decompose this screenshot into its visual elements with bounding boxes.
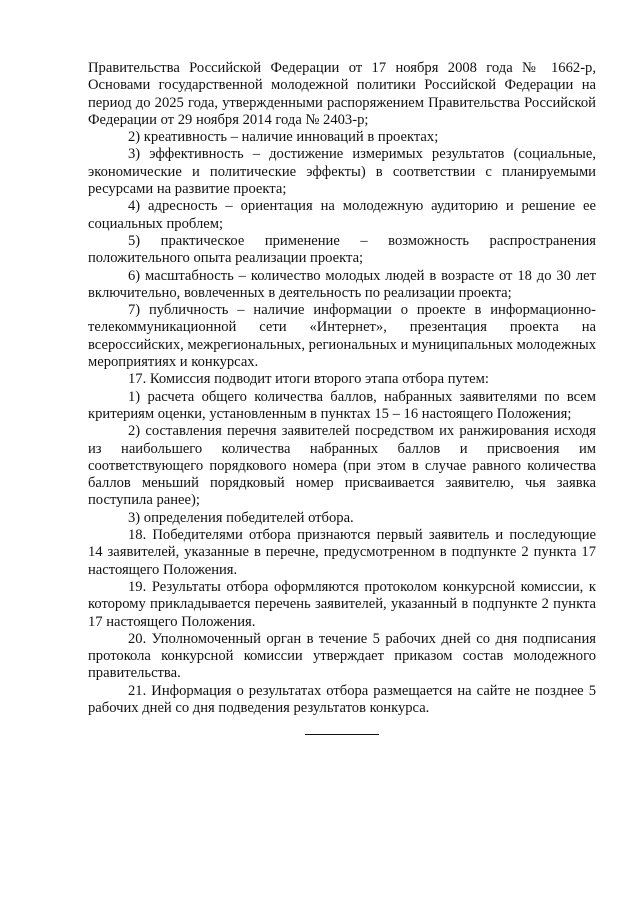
paragraph-continuation: Правительства Российской Федерации от 17 ноября 2008 года № 1662-р, Основами государственной молодежной политики Российской Федерации на период до 2025 года, утвержденными распоряжением Правительства Российской Федерации от 29 ноября 2014 года № 2403-р; <box>88 60 596 128</box>
section-18: 18. Победителями отбора признаются первый заявитель и последующие 14 заявителей, указанные в перечне, предусмотренном в подпункте 2 пункта 17 настоящего Положения. <box>88 527 596 578</box>
criterion-creativity: 2) креативность – наличие инноваций в проектах; <box>128 129 439 146</box>
section-17-item-1: 1) расчета общего количества баллов, набранных заявителями по всем критериям оценки, установленным в пунктах 15 – 16 настоящего Положения; <box>88 388 596 422</box>
section-19: 19. Результаты отбора оформляются протоколом конкурсной комиссии, к которому прикладывается перечень заявителей, указанный в подпункте 2 пункта 17 настоящего Положения. <box>88 578 596 630</box>
closing-divider-line <box>305 734 379 735</box>
criterion-efficiency: 3) эффективность – достижение измеримых результатов (социальные, экономические и политические эффекты) в соответствии с планируемыми ресурсами на развитие проекта; <box>88 146 596 198</box>
section-17-item-2: 2) составления перечня заявителей посредством их ранжирования исходя из наибольшего количества набранных баллов и присвоения им соответствующего порядкового номера (при этом в случае равного количества баллов меньший порядковый номер присваивается заявителю, чья заявка поступила ранее); <box>88 423 596 509</box>
section-17-item-3: 3) определения победителей отбора. <box>128 509 354 526</box>
section-21: 21. Информация о результатах отбора размещается на сайте не позднее 5 рабочих дней со дня подведения результатов конкурса. <box>88 682 596 716</box>
section-20: 20. Уполномоченный орган в течение 5 рабочих дней со дня подписания протокола конкурсной комиссии утверждает приказом состав молодежного правительства. <box>88 630 596 682</box>
criterion-publicity: 7) публичность – наличие информации о проекте в информационно-телекоммуникационной сети «Интернет», презентация проекта на всероссийских, межрегиональных, региональных и муниципальных молодежных мероприятиях и конкурсах. <box>88 302 596 371</box>
criterion-scale: 6) масштабность – количество молодых людей в возрасте от 18 до 30 лет включительно, вовлеченных в деятельность по реализации проекта; <box>88 267 596 301</box>
criterion-targeting: 4) адресность – ориентация на молодежную аудиторию и решение ее социальных проблем; <box>88 198 596 232</box>
section-17-heading: 17. Комиссия подводит итоги второго этапа отбора путем: <box>128 371 489 388</box>
criterion-practical-application: 5) практическое применение – возможность распространения положительного опыта реализации проекта; <box>88 232 596 267</box>
